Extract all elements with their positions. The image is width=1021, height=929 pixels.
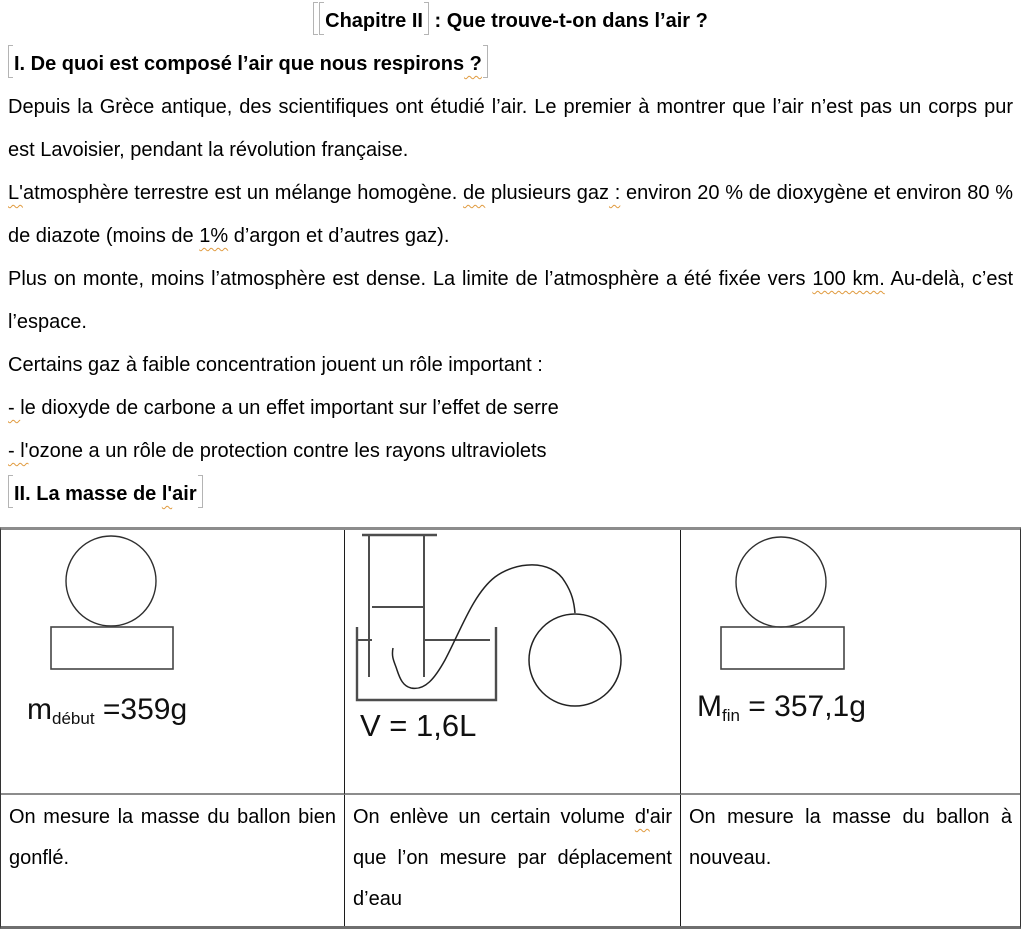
balloon-on-scale-diagram[interactable] — [1, 530, 344, 793]
misspelled-text: 100 km. — [812, 268, 885, 290]
misspelled-text: 1% — [199, 225, 229, 247]
misspelled-text: - — [8, 397, 21, 419]
text-segment: II. La masse de — [14, 483, 162, 505]
bookmark-start-marker-icon — [319, 2, 324, 35]
text-segment: air — [172, 483, 197, 505]
title-bracketed-text: Chapitre II — [325, 10, 423, 32]
title-tail-text: : Que trouve-t-on dans l’air ? — [428, 10, 708, 32]
misspelled-text: de — [463, 182, 486, 204]
experiment-table — [0, 527, 1021, 929]
misspelled-text: L' — [8, 182, 23, 204]
bookmark-start-marker-icon — [313, 2, 318, 35]
text-segment: I. De quoi est composé l’air que nous respirons — [14, 53, 465, 75]
mass-symbol: M — [697, 690, 722, 723]
text-segment: air que l’on mesure par déplacement d’eau — [353, 806, 672, 910]
mass-value: =359g — [94, 693, 188, 726]
table-cell-initial-mass — [1, 530, 345, 795]
volume-label[interactable] — [360, 708, 476, 744]
mass-symbol: m — [27, 693, 52, 726]
paragraph-atmosphere-composition[interactable] — [8, 172, 1013, 258]
misspelled-text: : — [608, 182, 621, 204]
balloon-icon — [736, 537, 826, 627]
mass-subscript: fin — [722, 706, 740, 725]
caption-final-mass[interactable] — [681, 795, 1020, 926]
text-segment: atmosphère terrestre est un mélange homogène. — [22, 182, 464, 204]
caption-initial-mass[interactable] — [1, 795, 345, 926]
heading-1-text — [14, 53, 482, 75]
caption-volume[interactable] — [345, 795, 681, 926]
text-segment: Au-delà, c’est l’espace. — [8, 268, 1014, 333]
balloon-on-scale-diagram[interactable] — [681, 530, 1019, 793]
paragraph-atmosphere-limit[interactable] — [8, 258, 1013, 344]
text-segment: Plus on monte, moins l’atmosphère est dense. La limite de l’atmosphère a été fixée vers — [8, 268, 813, 290]
misspelled-text: - l' — [8, 440, 29, 462]
frame-end-marker-icon — [483, 45, 488, 78]
scale-icon — [51, 627, 173, 669]
mass-value: = 357,1g — [739, 690, 866, 723]
paragraph-carbon-dioxide[interactable] — [8, 387, 1013, 430]
text-segment: plusieurs gaz — [485, 182, 609, 204]
misspelled-text: ? — [464, 53, 482, 75]
misspelled-text: l' — [161, 483, 173, 505]
table-cell-final-mass — [681, 530, 1020, 795]
volume-value: V = 1,6L — [360, 708, 477, 743]
initial-mass-label[interactable] — [27, 693, 187, 729]
text-segment: On mesure la masse du ballon à nouveau. — [689, 806, 1012, 869]
document-title — [8, 0, 1013, 43]
heading-2-text — [14, 483, 197, 505]
balloon-icon — [66, 536, 156, 626]
paragraph-ozone[interactable] — [8, 430, 1013, 473]
text-segment: le dioxyde de carbone a un effet important sur l’effet de serre — [20, 397, 559, 419]
hose-icon — [392, 565, 575, 689]
text-segment: d’argon et d’autres gaz). — [228, 225, 450, 247]
balloon-icon — [529, 614, 621, 706]
paragraph-trace-gases-intro[interactable] — [8, 344, 1013, 387]
text-segment: On mesure la masse du ballon bien gonflé. — [9, 806, 336, 869]
paragraph-history-of-air[interactable] — [8, 86, 1013, 172]
misspelled-text: d' — [634, 806, 650, 828]
text-segment: ozone a un rôle de protection contre les rayons ultraviolets — [28, 440, 547, 462]
beaker-icon — [357, 627, 496, 700]
text-segment: Certains gaz à faible concentration jouent un rôle important : — [8, 354, 543, 376]
frame-start-marker-icon — [8, 475, 13, 508]
mass-subscript: début — [52, 709, 95, 728]
text-segment: Depuis la Grèce antique, des scientifiques ont étudié l’air. Le premier à montrer que l’air n’est pas un corps pur est Lavoisier, pendant la révolution française. — [8, 96, 1013, 161]
text-segment: On enlève un certain volume — [353, 806, 635, 828]
section-heading-1[interactable] — [8, 43, 1013, 86]
frame-start-marker-icon — [8, 45, 13, 78]
text-segment: environ 20 % de dioxygène et environ 80 % de diazote (moins de — [8, 182, 1014, 247]
section-heading-2[interactable] — [8, 473, 1013, 516]
frame-end-marker-icon — [198, 475, 203, 508]
final-mass-label[interactable] — [697, 690, 866, 726]
scale-icon — [721, 627, 844, 669]
water-displacement-diagram[interactable] — [345, 530, 680, 793]
table-cell-volume — [345, 530, 681, 795]
